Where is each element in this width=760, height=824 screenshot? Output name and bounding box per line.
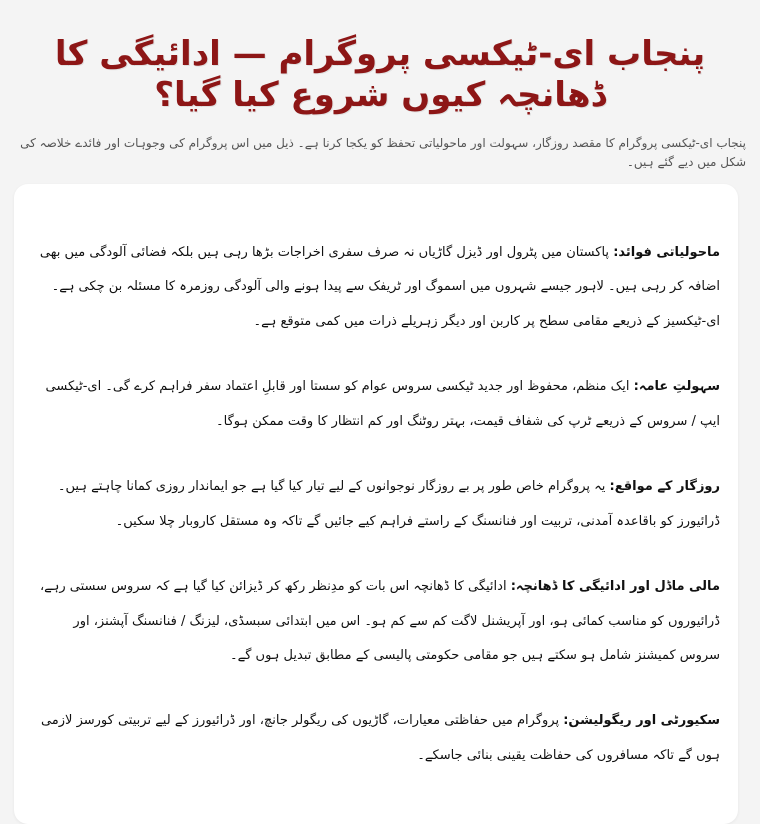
section-heading: مالی ماڈل اور ادائیگی کا ڈھانچہ: <box>510 579 720 595</box>
section-environment <box>32 236 720 339</box>
section-employment <box>32 470 720 539</box>
section-heading: روزگار کے مواقع: <box>609 479 720 495</box>
page-title: پنجاب ای-ٹیکسی پروگرام — ادائیگی کا ڈھانچہ کیوں شروع کیا گیا؟ <box>54 34 706 115</box>
intro-paragraph: پنجاب ای-ٹیکسی پروگرام کا مقصد روزگار، سہولت اور ماحولیاتی تحفظ کو یکجا کرنا ہے۔ ذیل میں اس پروگرام کی وجوہات اور فائدے خلاصہ کی شکل میں دیے گئے ہیں۔ <box>20 135 746 169</box>
section-text: پروگرام میں حفاظتی معیارات، گاڑیوں کی ریگولر جانچ، اور ڈرائیورز کے لیے تربیتی کورسز لازمی ہوں گے تاکہ مسافروں کی حفاظت یقینی بنائی جاسکے۔ <box>40 713 720 763</box>
section-heading: سکیورٹی اور ریگولیشن: <box>563 713 720 729</box>
section-text: یہ پروگرام خاص طور پر بے روزگار نوجوانوں کے لیے تیار کیا گیا ہے جو ایماندار روزی کمانا چاہتے ہیں۔ ڈرائیورز کو باقاعدہ آمدنی، تربیت اور فنانسنگ کے راستے فراہم کیے جائیں گے تاکہ وہ مستقل کاروبار چلا سکیں۔ <box>57 479 720 529</box>
section-heading: ماحولیاتی فوائد: <box>613 245 720 260</box>
section-text: پاکستان میں پٹرول اور ڈیزل گاڑیاں نہ صرف سفری اخراجات بڑھا رہی ہیں بلکہ فضائی آلودگی میں بھی اضافہ کر رہی ہیں۔ لاہور جیسے شہروں میں اسموگ اور ٹریفک سے پیدا ہونے والی آلودگی روزمرہ کا مسئلہ بن چکی ہے۔ ای-ٹیکسیز کے ذریعے مقامی سطح پر کاربن اور دیگر زہریلے ذرات میں کمی متوقع ہے۔ <box>39 245 720 329</box>
section-security-regulation <box>32 704 720 773</box>
content-card <box>14 184 738 824</box>
section-financial-model <box>32 570 720 673</box>
article-content <box>14 184 738 773</box>
section-public-convenience <box>32 370 720 439</box>
section-text: ادائیگی کا ڈھانچہ اس بات کو مدِنظر رکھ کر ڈیزائن کیا گیا ہے کہ سروس سستی رہے، ڈرائیوروں کو مناسب کمائی ہو، اور آپریشنل لاگت کم سے کم ہو۔ اس میں ابتدائی سبسڈی، لیزنگ / فنانسنگ آپشنز، اور سروس کمیشنز شامل ہو سکتے ہیں جو مقامی حکومتی پالیسی کے مطابق تبدیل ہوں گے۔ <box>39 579 720 663</box>
section-text: ایک منظم، محفوظ اور جدید ٹیکسی سروس عوام کو سستا اور قابلِ اعتماد سفر فراہم کرے گی۔ ای-ٹیکسی ایپ / سروس کے ذریعے ٹرپ کی شفاف قیمت، بہتر روٹنگ اور کم انتظار کا وقت ممکن ہوگا۔ <box>45 379 720 429</box>
section-heading: سہولتِ عامہ: <box>633 379 720 395</box>
